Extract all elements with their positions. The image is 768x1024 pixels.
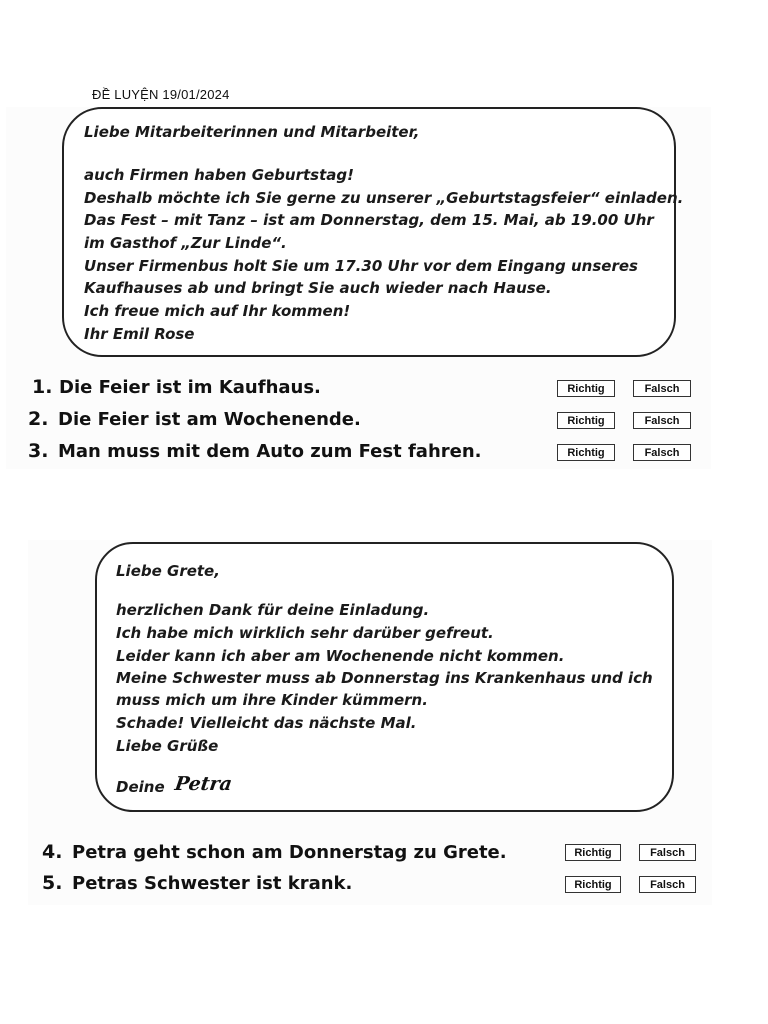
letter-line: Liebe Mitarbeiterinnen und Mitarbeiter, — [84, 123, 420, 141]
richtig-button-4[interactable]: Richtig — [565, 844, 621, 861]
letter-line: muss mich um ihre Kinder kümmern. — [116, 691, 428, 709]
signature: Petra — [173, 773, 234, 795]
letter-line: Unser Firmenbus holt Sie um 17.30 Uhr vor dem Eingang unseres — [84, 257, 638, 275]
question-number: 4. — [42, 841, 63, 863]
richtig-button-2[interactable]: Richtig — [557, 412, 615, 429]
falsch-button-2[interactable]: Falsch — [633, 412, 691, 429]
letter-line: Deine — [116, 778, 165, 796]
letter-line: Liebe Grüße — [116, 737, 219, 755]
question-number: 3. — [28, 440, 49, 462]
letter-line: auch Firmen haben Geburtstag! — [84, 166, 354, 184]
richtig-button-3[interactable]: Richtig — [557, 444, 615, 461]
page-title: ĐỀ LUYỆN 19/01/2024 — [92, 87, 230, 102]
letter-line: Deshalb möchte ich Sie gerne zu unserer „Geburtstagsfeier“ einladen. — [84, 189, 684, 207]
letter-line: Ihr Emil Rose — [84, 325, 195, 343]
letter-line: Meine Schwester muss ab Donnerstag ins Krankenhaus und ich — [116, 669, 653, 687]
question-number: 1. — [32, 376, 53, 398]
letter-line: im Gasthof „Zur Linde“. — [84, 234, 287, 252]
letter-box-2 — [95, 542, 674, 812]
letter-box-1 — [62, 107, 684, 357]
question-number: 5. — [42, 872, 63, 894]
letter-line: Leider kann ich aber am Wochenende nicht kommen. — [116, 647, 565, 665]
letter-line: Liebe Grete, — [116, 562, 220, 580]
question-text: Man muss mit dem Auto zum Fest fahren. — [58, 441, 482, 462]
letter-line: Kaufhauses ab und bringt Sie auch wieder nach Hause. — [84, 279, 552, 297]
letter-line: Ich habe mich wirklich sehr darüber gefreut. — [116, 624, 494, 642]
falsch-button-3[interactable]: Falsch — [633, 444, 691, 461]
letter-line: herzlichen Dank für deine Einladung. — [116, 601, 430, 619]
letter-line: Das Fest – mit Tanz – ist am Donnerstag, dem 15. Mai, ab 19.00 Uhr — [84, 211, 654, 229]
falsch-button-4[interactable]: Falsch — [639, 844, 696, 861]
richtig-button-1[interactable]: Richtig — [557, 380, 615, 397]
question-text: Die Feier ist am Wochenende. — [58, 409, 361, 430]
falsch-button-5[interactable]: Falsch — [639, 876, 696, 893]
question-text: Petras Schwester ist krank. — [72, 873, 353, 894]
richtig-button-5[interactable]: Richtig — [565, 876, 621, 893]
question-text: Die Feier ist im Kaufhaus. — [59, 377, 321, 398]
letter-line: Schade! Vielleicht das nächste Mal. — [116, 714, 417, 732]
question-text: Petra geht schon am Donnerstag zu Grete. — [72, 842, 507, 863]
letter-line: Ich freue mich auf Ihr kommen! — [84, 302, 351, 320]
falsch-button-1[interactable]: Falsch — [633, 380, 691, 397]
question-number: 2. — [28, 408, 49, 430]
